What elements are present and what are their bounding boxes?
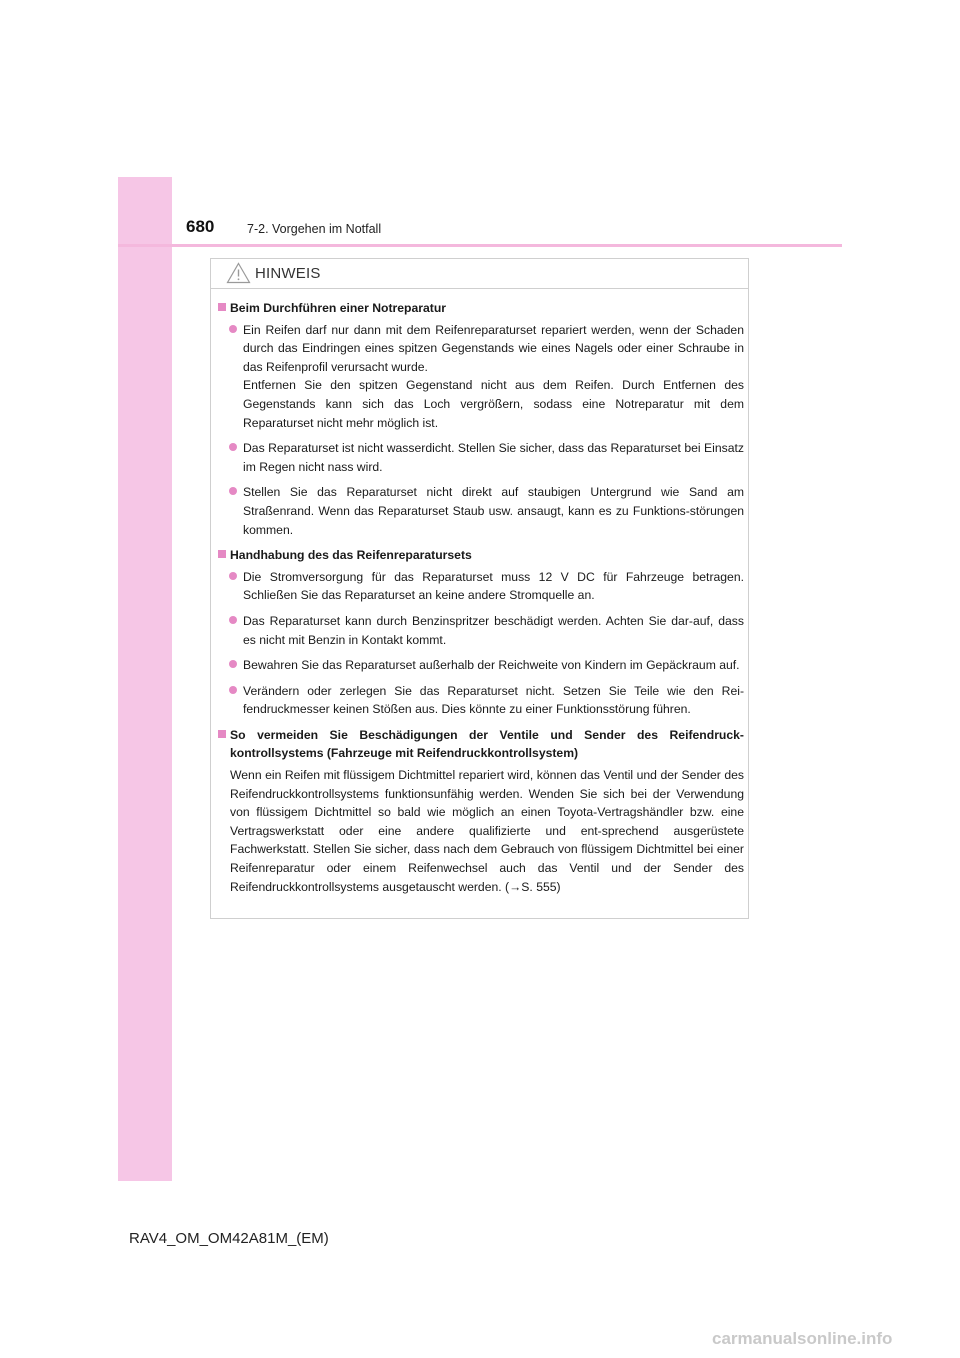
list-item: Das Reparaturset kann durch Benzinspritzer beschädigt werden. Achten Sie dar-auf, dass es nicht mit Benzin in Kontakt kommt. — [218, 612, 744, 649]
header-divider — [118, 244, 842, 247]
list-item: Bewahren Sie das Reparaturset außerhalb der Reichweite von Kindern im Gepäckraum auf. — [218, 656, 744, 675]
list-item: Die Stromversorgung für das Reparaturset muss 12 V DC für Fahrzeuge betragen. Schließen Sie das Reparaturset an keine andere Stromquelle an. — [218, 568, 744, 605]
document-code: RAV4_OM_OM42A81M_(EM) — [129, 1230, 329, 1247]
section-heading: So vermeiden Sie Beschädigungen der Ventile und Sender des Reifendruck-kontrollsystems (Fahrzeuge mit Reifendruckkontrollsystem) — [218, 726, 744, 763]
section-paragraph — [218, 766, 744, 896]
section-heading: Handhabung des das Reifenreparatursets — [218, 546, 744, 565]
notice-header — [211, 259, 748, 289]
list-item: Verändern oder zerlegen Sie das Reparaturset nicht. Setzen Sie Teile wie den Rei-fendruckmesser keinen Stößen aus. Dies könnte zu einer Funktionsstörung führen. — [218, 682, 744, 719]
list-item: Stellen Sie das Reparaturset nicht direkt auf staubigen Untergrund wie Sand am Straßenrand. Wenn das Reparaturset Staub usw. ansaugt, kann es zu Funktions-störungen kommen. — [218, 483, 744, 539]
list-item: Das Reparaturset ist nicht wasserdicht. Stellen Sie sicher, dass das Reparaturset bei Einsatz im Regen nicht nass wird. — [218, 439, 744, 476]
list-item — [218, 321, 744, 433]
watermark: carmanualsonline.info — [712, 1329, 893, 1348]
section-title: 7-2. Vorgehen im Notfall — [247, 222, 382, 236]
list-item-text: Ein Reifen darf nur dann mit dem Reifenreparaturset repariert werden, wenn der Schaden durch das Eindringen eines spitzen Gegenstands wie eines Nagels oder einer Schraube in das Reifenprofil verursacht wurde. — [243, 322, 744, 374]
chapter-side-tab — [118, 177, 172, 1181]
section-heading: Beim Durchführen einer Notreparatur — [218, 299, 744, 318]
notice-content — [218, 299, 744, 896]
notice-label: HINWEIS — [255, 265, 321, 282]
warning-triangle-icon — [226, 262, 251, 284]
notice-box — [210, 258, 749, 919]
page-number: 680 — [186, 217, 215, 236]
list-item-text: Entfernen Sie den spitzen Gegenstand nicht aus dem Reifen. Durch Entfernen des Gegenstands kann sich das Loch vergrößern, sodass eine Notreparatur mit dem Reparaturset nicht mehr möglich ist. — [243, 378, 744, 430]
paragraph-text: Wenn ein Reifen mit flüssigem Dichtmittel repariert wird, können das Ventil und der Sender des Reifendruckkontrollsystems funktionsunfähig werden. Wenden Sie sich bei der Verwendung von flüssigem Dichtmittel so bald wie möglich an einen Toyota-Vertragshändler bzw. eine Vertragswerkstatt oder eine andere qualifizierte und ent-sprechend ausgerüstete Fachwerkstatt. Stellen Sie sicher, dass nach dem Gebrauch von flüssigem Dichtmittel bei einer Reifenreparatur oder einem Reifenwechsel auch das Ventil und der Sender des Reifendruckkontrollsystems ausgetauscht werden. — [230, 768, 744, 894]
page-reference: (→S. 555) — [505, 879, 561, 894]
